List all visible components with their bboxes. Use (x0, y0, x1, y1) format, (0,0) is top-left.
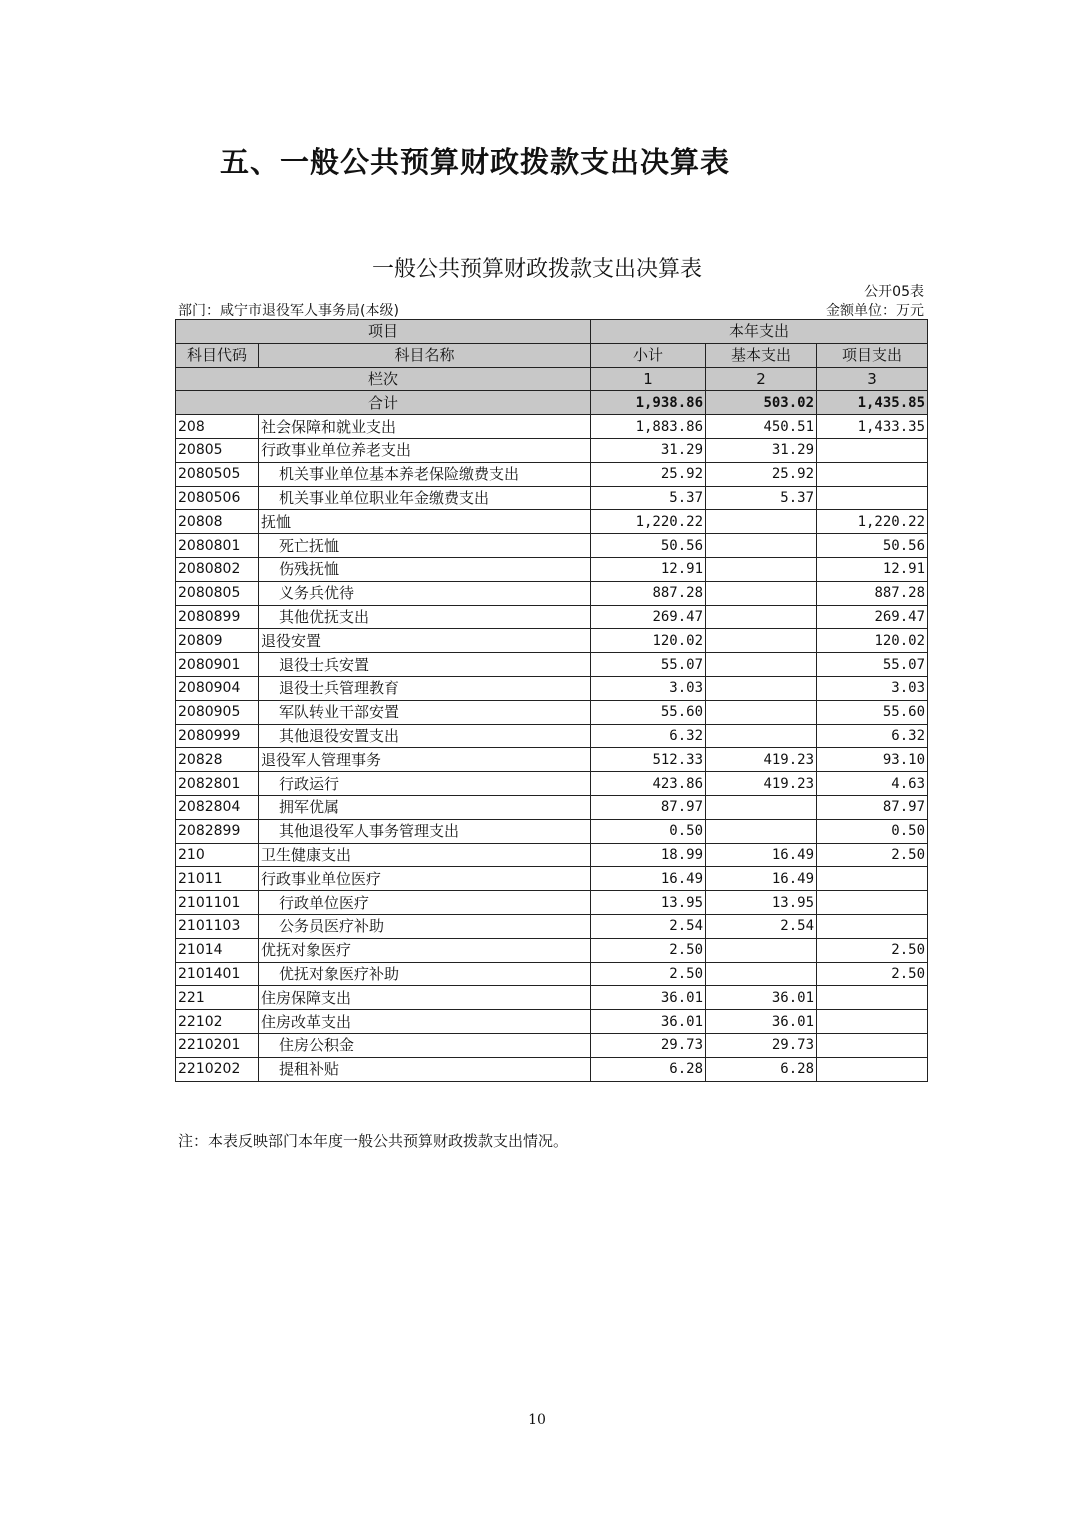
row-basic: 2.54 (706, 914, 817, 938)
row-subtotal: 6.32 (591, 724, 706, 748)
row-project: 120.02 (817, 629, 928, 653)
row-name: 退役士兵管理教育 (259, 676, 591, 700)
table-body (176, 415, 928, 1081)
row-code: 2080904 (176, 676, 259, 700)
row-code: 210 (176, 843, 259, 867)
row-project (817, 1010, 928, 1034)
table-row (176, 938, 928, 962)
row-project (817, 1057, 928, 1081)
row-subtotal: 55.60 (591, 700, 706, 724)
row-basic: 36.01 (706, 986, 817, 1010)
row-basic: 25.92 (706, 462, 817, 486)
table-row (176, 510, 928, 534)
row-project: 269.47 (817, 605, 928, 629)
row-subtotal: 2.50 (591, 938, 706, 962)
row-project: 87.97 (817, 795, 928, 819)
table-row (176, 843, 928, 867)
row-basic: 31.29 (706, 438, 817, 462)
row-basic: 450.51 (706, 415, 817, 439)
row-project: 887.28 (817, 581, 928, 605)
table-row (176, 1010, 928, 1034)
row-basic: 29.73 (706, 1033, 817, 1057)
row-code: 221 (176, 986, 259, 1010)
table-row (176, 1033, 928, 1057)
row-subtotal: 1,883.86 (591, 415, 706, 439)
row-subtotal: 3.03 (591, 676, 706, 700)
table-row (176, 462, 928, 486)
table-row (176, 748, 928, 772)
column-number-2: 2 (706, 367, 817, 391)
row-basic (706, 557, 817, 581)
table-row (176, 914, 928, 938)
table-row (176, 534, 928, 558)
column-number-1: 1 (591, 367, 706, 391)
row-basic: 16.49 (706, 867, 817, 891)
row-project (817, 462, 928, 486)
row-basic (706, 819, 817, 843)
row-subtotal: 269.47 (591, 605, 706, 629)
row-project: 2.50 (817, 843, 928, 867)
row-subtotal: 0.50 (591, 819, 706, 843)
row-basic (706, 795, 817, 819)
row-project: 55.60 (817, 700, 928, 724)
row-code: 21014 (176, 938, 259, 962)
row-project: 93.10 (817, 748, 928, 772)
row-basic (706, 534, 817, 558)
row-project: 3.03 (817, 676, 928, 700)
row-project (817, 438, 928, 462)
row-subtotal: 120.02 (591, 629, 706, 653)
row-code: 2080805 (176, 581, 259, 605)
row-code: 2210202 (176, 1057, 259, 1081)
row-name: 拥军优属 (259, 795, 591, 819)
row-name: 住房保障支出 (259, 986, 591, 1010)
row-subtotal: 12.91 (591, 557, 706, 581)
department-label: 部门：咸宁市退役军人事务局(本级) (178, 303, 399, 319)
row-project: 6.32 (817, 724, 928, 748)
row-project (817, 486, 928, 510)
row-basic (706, 510, 817, 534)
row-project (817, 1033, 928, 1057)
table-row (176, 700, 928, 724)
row-name: 公务员医疗补助 (259, 914, 591, 938)
row-name: 机关事业单位职业年金缴费支出 (259, 486, 591, 510)
row-name: 其他退役安置支出 (259, 724, 591, 748)
row-code: 2101401 (176, 962, 259, 986)
row-name: 义务兵优待 (259, 581, 591, 605)
row-name: 机关事业单位基本养老保险缴费支出 (259, 462, 591, 486)
row-code: 22102 (176, 1010, 259, 1034)
row-subtotal: 887.28 (591, 581, 706, 605)
form-number: 公开05表 (864, 284, 924, 300)
row-code: 2080506 (176, 486, 259, 510)
row-code: 2082804 (176, 795, 259, 819)
row-project (817, 891, 928, 915)
row-name: 其他优抚支出 (259, 605, 591, 629)
table-row (176, 438, 928, 462)
header-name: 科目名称 (259, 343, 591, 367)
row-name: 伤残抚恤 (259, 557, 591, 581)
row-project: 2.50 (817, 938, 928, 962)
row-subtotal: 1,220.22 (591, 510, 706, 534)
row-subtotal: 16.49 (591, 867, 706, 891)
row-basic (706, 962, 817, 986)
row-subtotal: 29.73 (591, 1033, 706, 1057)
header-current-year: 本年支出 (591, 320, 928, 344)
row-subtotal: 31.29 (591, 438, 706, 462)
table-row (176, 819, 928, 843)
row-name: 优抚对象医疗 (259, 938, 591, 962)
row-subtotal: 18.99 (591, 843, 706, 867)
row-basic (706, 700, 817, 724)
row-code: 20809 (176, 629, 259, 653)
row-subtotal: 36.01 (591, 1010, 706, 1034)
row-project: 1,433.35 (817, 415, 928, 439)
row-project: 2.50 (817, 962, 928, 986)
row-name: 行政事业单位养老支出 (259, 438, 591, 462)
row-name: 卫生健康支出 (259, 843, 591, 867)
row-code: 20808 (176, 510, 259, 534)
row-project: 4.63 (817, 772, 928, 796)
row-project (817, 914, 928, 938)
row-code: 2101101 (176, 891, 259, 915)
row-name: 社会保障和就业支出 (259, 415, 591, 439)
total-basic: 503.02 (706, 391, 817, 415)
row-subtotal: 36.01 (591, 986, 706, 1010)
row-subtotal: 55.07 (591, 653, 706, 677)
row-name: 住房公积金 (259, 1033, 591, 1057)
row-project: 50.56 (817, 534, 928, 558)
row-code: 2080999 (176, 724, 259, 748)
row-name: 退役安置 (259, 629, 591, 653)
column-number-3: 3 (817, 367, 928, 391)
row-name: 退役士兵安置 (259, 653, 591, 677)
table-row (176, 724, 928, 748)
expenditure-table (175, 319, 928, 1082)
table-row (176, 557, 928, 581)
row-basic (706, 605, 817, 629)
table-row (176, 415, 928, 439)
row-code: 2082899 (176, 819, 259, 843)
page-number: 10 (528, 1412, 546, 1428)
row-code: 2080505 (176, 462, 259, 486)
row-subtotal: 13.95 (591, 891, 706, 915)
row-name: 提租补贴 (259, 1057, 591, 1081)
row-name: 行政运行 (259, 772, 591, 796)
row-code: 2101103 (176, 914, 259, 938)
table-row (176, 891, 928, 915)
row-basic (706, 653, 817, 677)
total-row (176, 391, 928, 415)
row-project (817, 986, 928, 1010)
row-basic: 13.95 (706, 891, 817, 915)
table-row (176, 486, 928, 510)
row-code: 2210201 (176, 1033, 259, 1057)
total-project: 1,435.85 (817, 391, 928, 415)
row-code: 20805 (176, 438, 259, 462)
row-basic: 419.23 (706, 748, 817, 772)
row-subtotal: 87.97 (591, 795, 706, 819)
row-subtotal: 2.54 (591, 914, 706, 938)
header-project: 项目支出 (817, 343, 928, 367)
row-subtotal: 512.33 (591, 748, 706, 772)
table-row (176, 581, 928, 605)
row-basic: 16.49 (706, 843, 817, 867)
row-subtotal: 6.28 (591, 1057, 706, 1081)
row-name: 行政单位医疗 (259, 891, 591, 915)
row-name: 死亡抚恤 (259, 534, 591, 558)
row-name: 其他退役军人事务管理支出 (259, 819, 591, 843)
header-item: 项目 (176, 320, 591, 344)
row-code: 2080801 (176, 534, 259, 558)
row-name: 抚恤 (259, 510, 591, 534)
row-project: 0.50 (817, 819, 928, 843)
row-basic (706, 676, 817, 700)
row-code: 2080901 (176, 653, 259, 677)
amount-unit-label: 金额单位：万元 (826, 303, 924, 319)
row-basic: 6.28 (706, 1057, 817, 1081)
row-code: 208 (176, 415, 259, 439)
row-name: 退役军人管理事务 (259, 748, 591, 772)
row-basic: 5.37 (706, 486, 817, 510)
table-row (176, 629, 928, 653)
row-name: 优抚对象医疗补助 (259, 962, 591, 986)
row-subtotal: 2.50 (591, 962, 706, 986)
row-project (817, 867, 928, 891)
table-row (176, 962, 928, 986)
row-subtotal: 25.92 (591, 462, 706, 486)
row-code: 2080899 (176, 605, 259, 629)
table-title: 一般公共预算财政拨款支出决算表 (371, 257, 702, 282)
row-code: 20828 (176, 748, 259, 772)
row-name: 军队转业干部安置 (259, 700, 591, 724)
section-heading: 五、一般公共预算财政拨款支出决算表 (220, 145, 731, 179)
total-label: 合计 (176, 391, 591, 415)
table-row (176, 676, 928, 700)
table-row (176, 653, 928, 677)
row-name: 行政事业单位医疗 (259, 867, 591, 891)
row-basic (706, 629, 817, 653)
table-row (176, 795, 928, 819)
row-basic: 36.01 (706, 1010, 817, 1034)
row-name: 住房改革支出 (259, 1010, 591, 1034)
row-code: 2080905 (176, 700, 259, 724)
row-subtotal: 5.37 (591, 486, 706, 510)
row-subtotal: 50.56 (591, 534, 706, 558)
header-subtotal: 小计 (591, 343, 706, 367)
table-row (176, 772, 928, 796)
column-order-label: 栏次 (176, 367, 591, 391)
row-code: 21011 (176, 867, 259, 891)
table-row (176, 1057, 928, 1081)
row-project: 12.91 (817, 557, 928, 581)
table-note: 注：本表反映部门本年度一般公共预算财政拨款支出情况。 (178, 1132, 569, 1150)
row-code: 2080802 (176, 557, 259, 581)
header-basic: 基本支出 (706, 343, 817, 367)
row-project: 1,220.22 (817, 510, 928, 534)
table-row (176, 605, 928, 629)
table-row (176, 986, 928, 1010)
total-subtotal: 1,938.86 (591, 391, 706, 415)
row-code: 2082801 (176, 772, 259, 796)
row-subtotal: 423.86 (591, 772, 706, 796)
row-basic (706, 581, 817, 605)
row-basic: 419.23 (706, 772, 817, 796)
row-project: 55.07 (817, 653, 928, 677)
row-basic (706, 724, 817, 748)
table-row (176, 867, 928, 891)
row-basic (706, 938, 817, 962)
header-code: 科目代码 (176, 343, 259, 367)
